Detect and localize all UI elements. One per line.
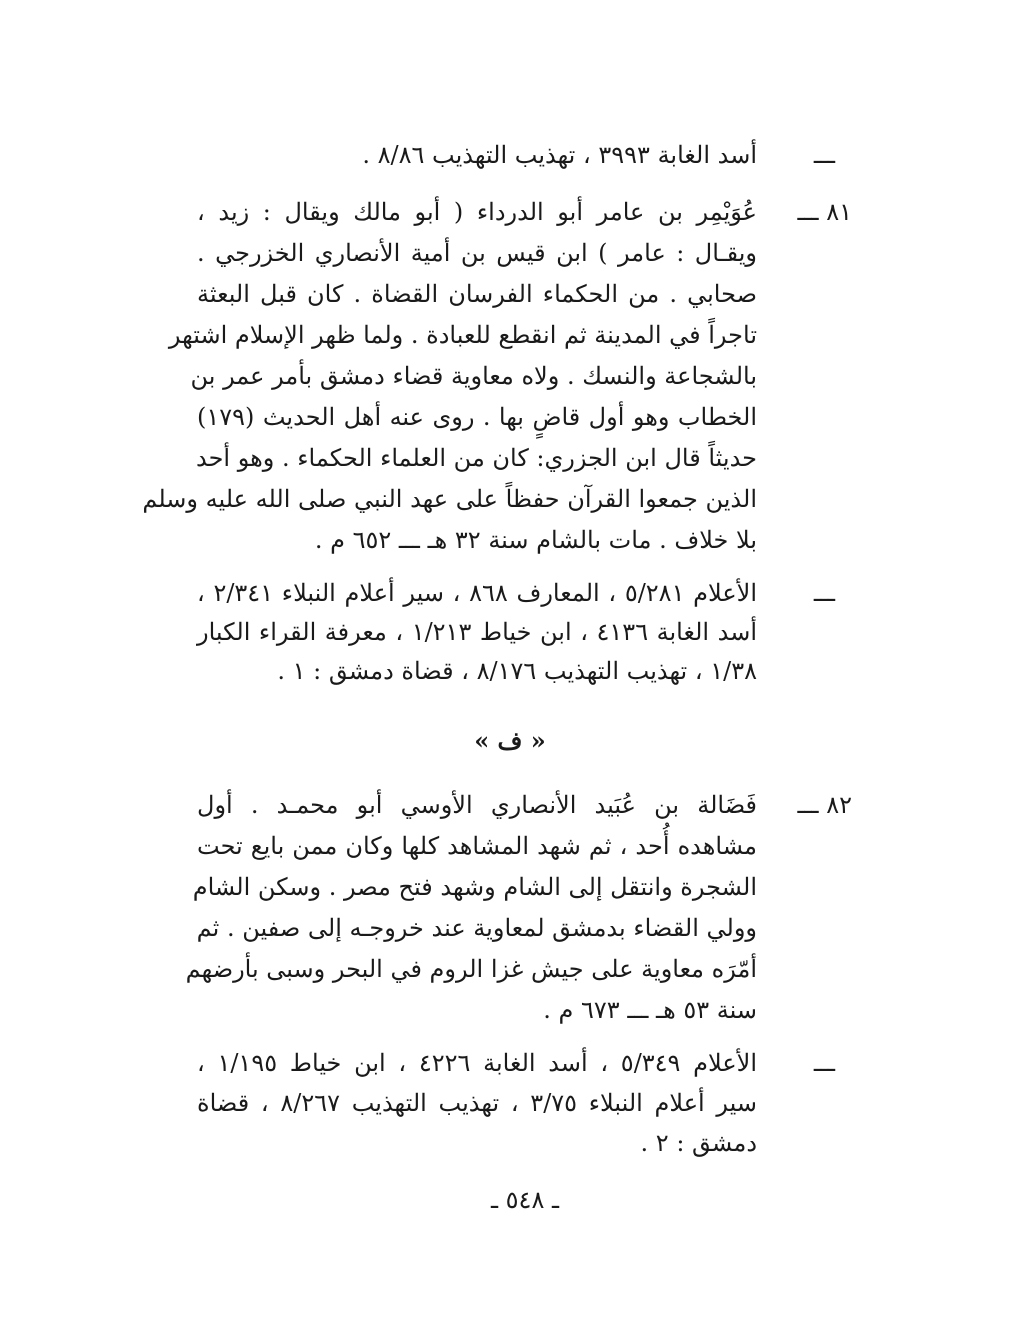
entry-line: عُوَيْمِر بن عامر أبو الدرداء ( أبو مالك ويقال : زيد ، — [197, 198, 757, 226]
entry-line: حديثاً قال ابن الجزري: كان من العلماء الحكماء . وهو أحد — [195, 444, 757, 472]
entry-line: الشجرة وانتقل إلى الشام وشهد فتح مصر . وسكن الشام — [192, 873, 757, 901]
reference-line: الأعلام ٥/٣٤٩ ، أسد الغابة ٤٢٢٦ ، ابن خياط ١/١٩٥ ، — [197, 1049, 758, 1077]
ref-dash: ـــ — [813, 141, 835, 169]
section-heading: « ف » — [474, 726, 546, 755]
reference-line: أسد الغابة ٤١٣٦ ، ابن خياط ١/٢١٣ ، معرفة القراء الكبار — [197, 618, 757, 646]
entry-line: فَضَالة بن عُبَيد الأنصاري الأوسي أبو محمـد . أول — [197, 791, 757, 819]
reference-line: أسد الغابة ٣٩٩٣ ، تهذيب التهذيب ٨/٨٦ . — [362, 141, 757, 169]
entry-line: الذين جمعوا القرآن حفظاً على عهد النبي صلى الله عليه وسلم — [142, 485, 757, 513]
entry-line: أمّرَه معاوية على جيش غزا الروم في البحر وسبى بأرضهم — [185, 955, 757, 983]
entry-line: سنة ٥٣ هـ ـــ ٦٧٣ م . — [543, 996, 757, 1024]
reference-line: سير أعلام النبلاء ٣/٧٥ ، تهذيب التهذيب ٨/٢٦٧ ، قضاة — [197, 1089, 758, 1117]
entry-line: وولي القضاء بدمشق لمعاوية عند خروجـه إلى صفين . ثم — [196, 914, 757, 942]
entry-line: بلا خلاف . مات بالشام سنة ٣٢ هـ ـــ ٦٥٢ م . — [314, 526, 757, 554]
entry-line: بالشجاعة والنسك . ولاه معاوية قضاء دمشق بأمر عمر بن — [190, 362, 757, 390]
reference-line: دمشق : ٢ . — [640, 1129, 757, 1157]
reference-line: الأعلام ٥/٢٨١ ، المعارف ٨٦٨ ، سير أعلام النبلاء ٢/٣٤١ ، — [197, 579, 758, 607]
ref-dash: ـــ — [813, 1049, 835, 1077]
entry-line: صحابي . من الحكماء الفرسان القضاة . كان قبل البعثة — [197, 280, 757, 308]
entry-line: مشاهده أُحد ، ثم شهد المشاهد كلها وكان ممن بايع تحت — [197, 832, 757, 860]
reference-line: ١/٣٨ ، تهذيب التهذيب ٨/١٧٦ ، قضاة دمشق : ١ . — [277, 657, 757, 685]
entry-line: تاجراً في المدينة ثم انقطع للعبادة . ولما ظهر الإسلام اشتهر — [168, 321, 757, 349]
ref-dash: ـــ — [813, 579, 835, 607]
entry-line: ويقـال : عامر ) ابن قيس بن أمية الأنصاري الخزرجي . — [197, 239, 757, 267]
entry-number: ٨٢ ـــ — [797, 791, 852, 819]
page-number: ـ ٥٤٨ ـ — [490, 1186, 559, 1214]
entry-number: ٨١ ـــ — [797, 198, 852, 226]
entry-line: الخطاب وهو أول قاضٍ بها . روى عنه أهل الحديث (١٧٩) — [197, 403, 757, 431]
